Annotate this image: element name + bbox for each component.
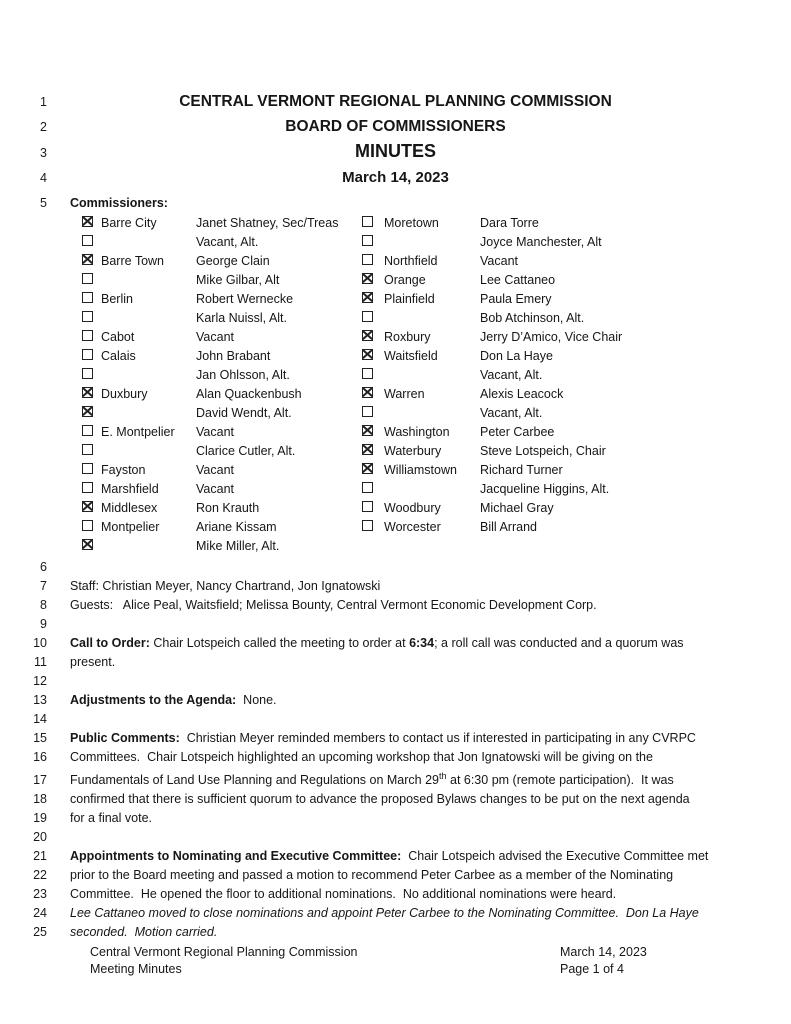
- commissioner-name: Don La Haye: [480, 348, 553, 363]
- commissioner-name: Michael Gray: [480, 500, 554, 515]
- footer-doc-type: Meeting Minutes: [90, 962, 182, 976]
- commissioner-name: Mike Gilbar, Alt: [196, 272, 280, 287]
- header-text-wrap: [70, 90, 721, 115]
- text-segment: None.: [236, 693, 277, 707]
- town-name: Waterbury: [384, 443, 442, 458]
- body-line: [0, 558, 791, 577]
- body-lines: [0, 558, 791, 942]
- line-number: 18: [33, 792, 47, 807]
- body-line: [0, 885, 791, 904]
- commissioner-name: Clarice Cutler, Alt.: [196, 443, 296, 458]
- body-line: [0, 710, 791, 729]
- body-line: [0, 790, 791, 809]
- document-title-line: CENTRAL VERMONT REGIONAL PLANNING COMMISSION: [179, 93, 612, 110]
- line-number: 8: [40, 598, 47, 612]
- text-segment: Guests: Alice Peal, Waitsfield; Melissa Bounty, Central Vermont Economic Development Corp.: [70, 598, 597, 612]
- commissioner-row: [70, 536, 791, 555]
- text-segment: Staff: Christian Meyer, Nancy Chartrand, Jon Ignatowski: [70, 579, 381, 593]
- footer-right: [560, 944, 647, 978]
- commissioner-name: Vacant: [196, 424, 234, 439]
- commissioner-row: [70, 403, 791, 422]
- text-segment: Lee Cattaneo moved to close nominations and appoint Peter Carbee to the Nominating Committee. Don La Haye: [70, 906, 699, 921]
- commissioner-name: Robert Wernecke: [196, 291, 294, 306]
- commissioner-name: Vacant, Alt.: [480, 405, 543, 420]
- town-name: Berlin: [101, 291, 133, 306]
- commissioner-name: Mike Miller, Alt.: [196, 538, 280, 553]
- text-segment: present.: [70, 655, 116, 669]
- text-segment: ; a roll call was conducted and a quorum was: [434, 636, 684, 650]
- body-line-text: [70, 866, 721, 885]
- town-name: Williamstown: [384, 462, 457, 477]
- line-number: 11: [34, 655, 47, 669]
- town-name: Barre City: [101, 215, 157, 230]
- commissioners-label-wrap: [70, 194, 721, 213]
- body-line: [0, 748, 791, 767]
- unchecked-checkbox-icon: [362, 254, 373, 265]
- body-line-text: [70, 923, 721, 942]
- body-line: [0, 577, 791, 596]
- line-number: 14: [33, 712, 47, 726]
- document-title-line: BOARD OF COMMISSIONERS: [285, 117, 506, 135]
- body-line-text: [70, 904, 721, 923]
- commissioner-name: David Wendt, Alt.: [196, 405, 292, 420]
- commissioner-name: Vacant: [196, 462, 234, 477]
- unchecked-checkbox-icon: [362, 235, 373, 246]
- commissioner-row: [70, 327, 791, 346]
- commissioner-row: [70, 498, 791, 517]
- footer-org-name: Central Vermont Regional Planning Commission: [90, 945, 358, 959]
- checked-checkbox-icon: [362, 292, 373, 303]
- commissioner-row: [70, 232, 791, 251]
- line-number: 12: [33, 674, 47, 688]
- commissioner-row: [70, 270, 791, 289]
- town-name: Northfield: [384, 253, 438, 268]
- town-name: Moretown: [384, 215, 439, 230]
- text-segment: for a final vote.: [70, 811, 152, 826]
- body-line: [0, 615, 791, 634]
- commissioner-name: Vacant, Alt.: [196, 234, 259, 249]
- commissioner-name: Steve Lotspeich, Chair: [480, 443, 606, 458]
- text-segment: Adjustments to the Agenda:: [70, 693, 237, 707]
- unchecked-checkbox-icon: [82, 273, 93, 284]
- text-segment: at 6:30 pm (remote participation). It was: [446, 773, 674, 788]
- header-line: [0, 115, 791, 140]
- text-segment: prior to the Board meeting and passed a motion to recommend Peter Carbee as a member of the Nominating: [70, 868, 674, 883]
- unchecked-checkbox-icon: [82, 520, 93, 531]
- commissioner-name: Ron Krauth: [196, 500, 260, 515]
- unchecked-checkbox-icon: [82, 425, 93, 436]
- header-line: [0, 90, 791, 115]
- line-number: 21: [33, 849, 47, 864]
- commissioner-row: [70, 365, 791, 384]
- header-text-wrap: [70, 139, 721, 166]
- town-name: Waitsfield: [384, 348, 438, 363]
- body-line: [0, 809, 791, 828]
- commissioner-name: Vacant: [480, 253, 518, 268]
- town-name: Middlesex: [101, 500, 158, 515]
- text-segment: Call to Order:: [70, 636, 150, 650]
- body-line: [0, 691, 791, 710]
- line-number: 10: [33, 636, 47, 650]
- town-name: Orange: [384, 272, 426, 287]
- town-name: Montpelier: [101, 519, 160, 534]
- commissioner-name: Joyce Manchester, Alt: [480, 234, 602, 249]
- unchecked-checkbox-icon: [82, 482, 93, 493]
- town-name: Calais: [101, 348, 136, 363]
- commissioners-table: [0, 213, 791, 555]
- body-line-text: [70, 577, 721, 596]
- header-line: [0, 166, 791, 191]
- body-line-text: [70, 847, 721, 866]
- commissioner-row: [70, 308, 791, 327]
- commissioner-name: Vacant: [196, 329, 234, 344]
- commissioner-row: [70, 384, 791, 403]
- body-line-text: [70, 634, 721, 653]
- checked-checkbox-icon: [362, 330, 373, 341]
- body-line-text: [70, 809, 721, 828]
- commissioner-name: Alan Quackenbush: [196, 386, 302, 401]
- unchecked-checkbox-icon: [362, 482, 373, 493]
- body-line: [0, 653, 791, 672]
- unchecked-checkbox-icon: [82, 349, 93, 360]
- checked-checkbox-icon: [362, 425, 373, 436]
- text-segment: Committee. He opened the floor to additional nominations. No additional nominations were heard.: [70, 887, 617, 902]
- commissioner-row: [70, 289, 791, 308]
- document-body: [0, 90, 791, 942]
- town-name: Marshfield: [101, 481, 159, 496]
- commissioner-name: John Brabant: [196, 348, 271, 363]
- unchecked-checkbox-icon: [82, 311, 93, 322]
- unchecked-checkbox-icon: [362, 406, 373, 417]
- commissioner-name: Ariane Kissam: [196, 519, 277, 534]
- line-number: 17: [33, 773, 47, 788]
- commissioners-label: Commissioners:: [70, 196, 168, 210]
- town-name: Worcester: [384, 519, 441, 534]
- unchecked-checkbox-icon: [362, 520, 373, 531]
- footer-page-number: Page 1 of 4: [560, 962, 624, 976]
- body-line-text: [70, 596, 721, 615]
- line-number: 24: [33, 906, 47, 921]
- text-segment: seconded. Motion carried.: [70, 925, 218, 940]
- line-number: 25: [33, 925, 47, 940]
- town-name: Woodbury: [384, 500, 441, 515]
- checked-checkbox-icon: [82, 254, 93, 265]
- commissioner-name: Bob Atchinson, Alt.: [480, 310, 585, 325]
- town-name: Roxbury: [384, 329, 431, 344]
- commissioner-row: [70, 479, 791, 498]
- unchecked-checkbox-icon: [82, 368, 93, 379]
- text-segment: Committees. Chair Lotspeich highlighted an upcoming workshop that Jon Ignatowski will be giving on the: [70, 750, 653, 764]
- checked-checkbox-icon: [82, 406, 93, 417]
- unchecked-checkbox-icon: [82, 463, 93, 474]
- text-segment: Public Comments:: [70, 731, 180, 745]
- body-line: [0, 634, 791, 653]
- line-number: 22: [33, 868, 47, 883]
- commissioner-row: [70, 346, 791, 365]
- unchecked-checkbox-icon: [82, 235, 93, 246]
- body-line-text: [70, 748, 721, 767]
- line-number: 13: [33, 693, 47, 707]
- commissioners-label-line: [0, 194, 791, 213]
- unchecked-checkbox-icon: [362, 216, 373, 227]
- document-title-line: March 14, 2023: [342, 168, 449, 186]
- body-line-text: [70, 729, 721, 748]
- body-line-text: [70, 653, 721, 672]
- body-line-text: [70, 767, 721, 790]
- commissioner-name: Karla Nuissl, Alt.: [196, 310, 288, 325]
- unchecked-checkbox-icon: [362, 501, 373, 512]
- checked-checkbox-icon: [82, 539, 93, 550]
- commissioner-name: Jan Ohlsson, Alt.: [196, 367, 290, 382]
- text-segment: Appointments to Nominating and Executive Committee:: [70, 849, 402, 864]
- commissioner-name: Peter Carbee: [480, 424, 555, 439]
- town-name: E. Montpelier: [101, 424, 175, 439]
- commissioner-name: Alexis Leacock: [480, 386, 564, 401]
- line-number: 6: [40, 560, 47, 574]
- document-title-line: MINUTES: [355, 141, 436, 161]
- line-number: 7: [40, 579, 47, 593]
- town-name: Fayston: [101, 462, 146, 477]
- text-segment: th: [439, 771, 447, 781]
- body-line: [0, 923, 791, 942]
- town-name: Plainfield: [384, 291, 435, 306]
- text-segment: 6:34: [409, 636, 435, 650]
- text-segment: Christian Meyer reminded members to contact us if interested in participating in any CVRPC: [179, 731, 696, 745]
- commissioner-name: Paula Emery: [480, 291, 552, 306]
- commissioner-name: Janet Shatney, Sec/Treas: [196, 215, 339, 230]
- checked-checkbox-icon: [82, 387, 93, 398]
- text-segment: Chair Lotspeich called the meeting to order at: [149, 636, 410, 650]
- line-number: 9: [40, 617, 47, 631]
- line-number: 16: [33, 750, 47, 764]
- commissioner-row: [70, 460, 791, 479]
- town-name: Washington: [384, 424, 450, 439]
- body-line: [0, 596, 791, 615]
- body-line: [0, 847, 791, 866]
- commissioner-name: George Clain: [196, 253, 270, 268]
- line-number: 23: [33, 887, 47, 902]
- body-line: [0, 729, 791, 748]
- unchecked-checkbox-icon: [82, 330, 93, 341]
- unchecked-checkbox-icon: [82, 292, 93, 303]
- line-number: 1: [40, 95, 47, 109]
- commissioner-name: Bill Arrand: [480, 519, 537, 534]
- commissioner-row: [70, 213, 791, 232]
- line-number: 3: [40, 146, 47, 160]
- town-name: Barre Town: [101, 253, 164, 268]
- town-name: Warren: [384, 386, 425, 401]
- checked-checkbox-icon: [362, 444, 373, 455]
- body-line: [0, 767, 791, 790]
- line-number: 5: [40, 196, 47, 210]
- unchecked-checkbox-icon: [362, 368, 373, 379]
- town-name: Duxbury: [101, 386, 148, 401]
- text-segment: Fundamentals of Land Use Planning and Regulations on March 29: [70, 773, 439, 788]
- line-number: 4: [40, 170, 47, 185]
- text-segment: Chair Lotspeich advised the Executive Committee met: [401, 849, 709, 864]
- commissioner-name: Dara Torre: [480, 215, 539, 230]
- unchecked-checkbox-icon: [362, 311, 373, 322]
- commissioner-name: Jacqueline Higgins, Alt.: [480, 481, 610, 496]
- body-line-text: [70, 790, 721, 809]
- commissioner-name: Vacant, Alt.: [480, 367, 543, 382]
- unchecked-checkbox-icon: [82, 444, 93, 455]
- line-number: 19: [33, 811, 47, 826]
- commissioner-name: Jerry D’Amico, Vice Chair: [480, 329, 623, 344]
- commissioner-name: Lee Cattaneo: [480, 272, 556, 287]
- body-line: [0, 866, 791, 885]
- header-line: [0, 139, 791, 166]
- checked-checkbox-icon: [362, 273, 373, 284]
- commissioner-row: [70, 517, 791, 536]
- commissioner-row: [70, 251, 791, 270]
- footer-left: [90, 944, 358, 978]
- checked-checkbox-icon: [82, 216, 93, 227]
- town-name: Cabot: [101, 329, 135, 344]
- commissioner-row: [70, 441, 791, 460]
- header-text-wrap: [70, 115, 721, 140]
- checked-checkbox-icon: [82, 501, 93, 512]
- body-line: [0, 904, 791, 923]
- commissioner-row: [70, 422, 791, 441]
- text-segment: confirmed that there is sufficient quorum to advance the proposed Bylaws changes to be put on the next agenda: [70, 792, 690, 807]
- line-number: 20: [33, 830, 47, 845]
- checked-checkbox-icon: [362, 349, 373, 360]
- line-number: 15: [33, 731, 47, 745]
- footer-date: March 14, 2023: [560, 945, 647, 959]
- body-line-text: [70, 691, 721, 710]
- body-line-text: [70, 885, 721, 904]
- commissioner-name: Richard Turner: [480, 462, 563, 477]
- line-number: 2: [40, 119, 47, 134]
- body-line: [0, 672, 791, 691]
- commissioner-name: Vacant: [196, 481, 234, 496]
- checked-checkbox-icon: [362, 463, 373, 474]
- body-line: [0, 828, 791, 847]
- header-text-wrap: [70, 166, 721, 191]
- checked-checkbox-icon: [362, 387, 373, 398]
